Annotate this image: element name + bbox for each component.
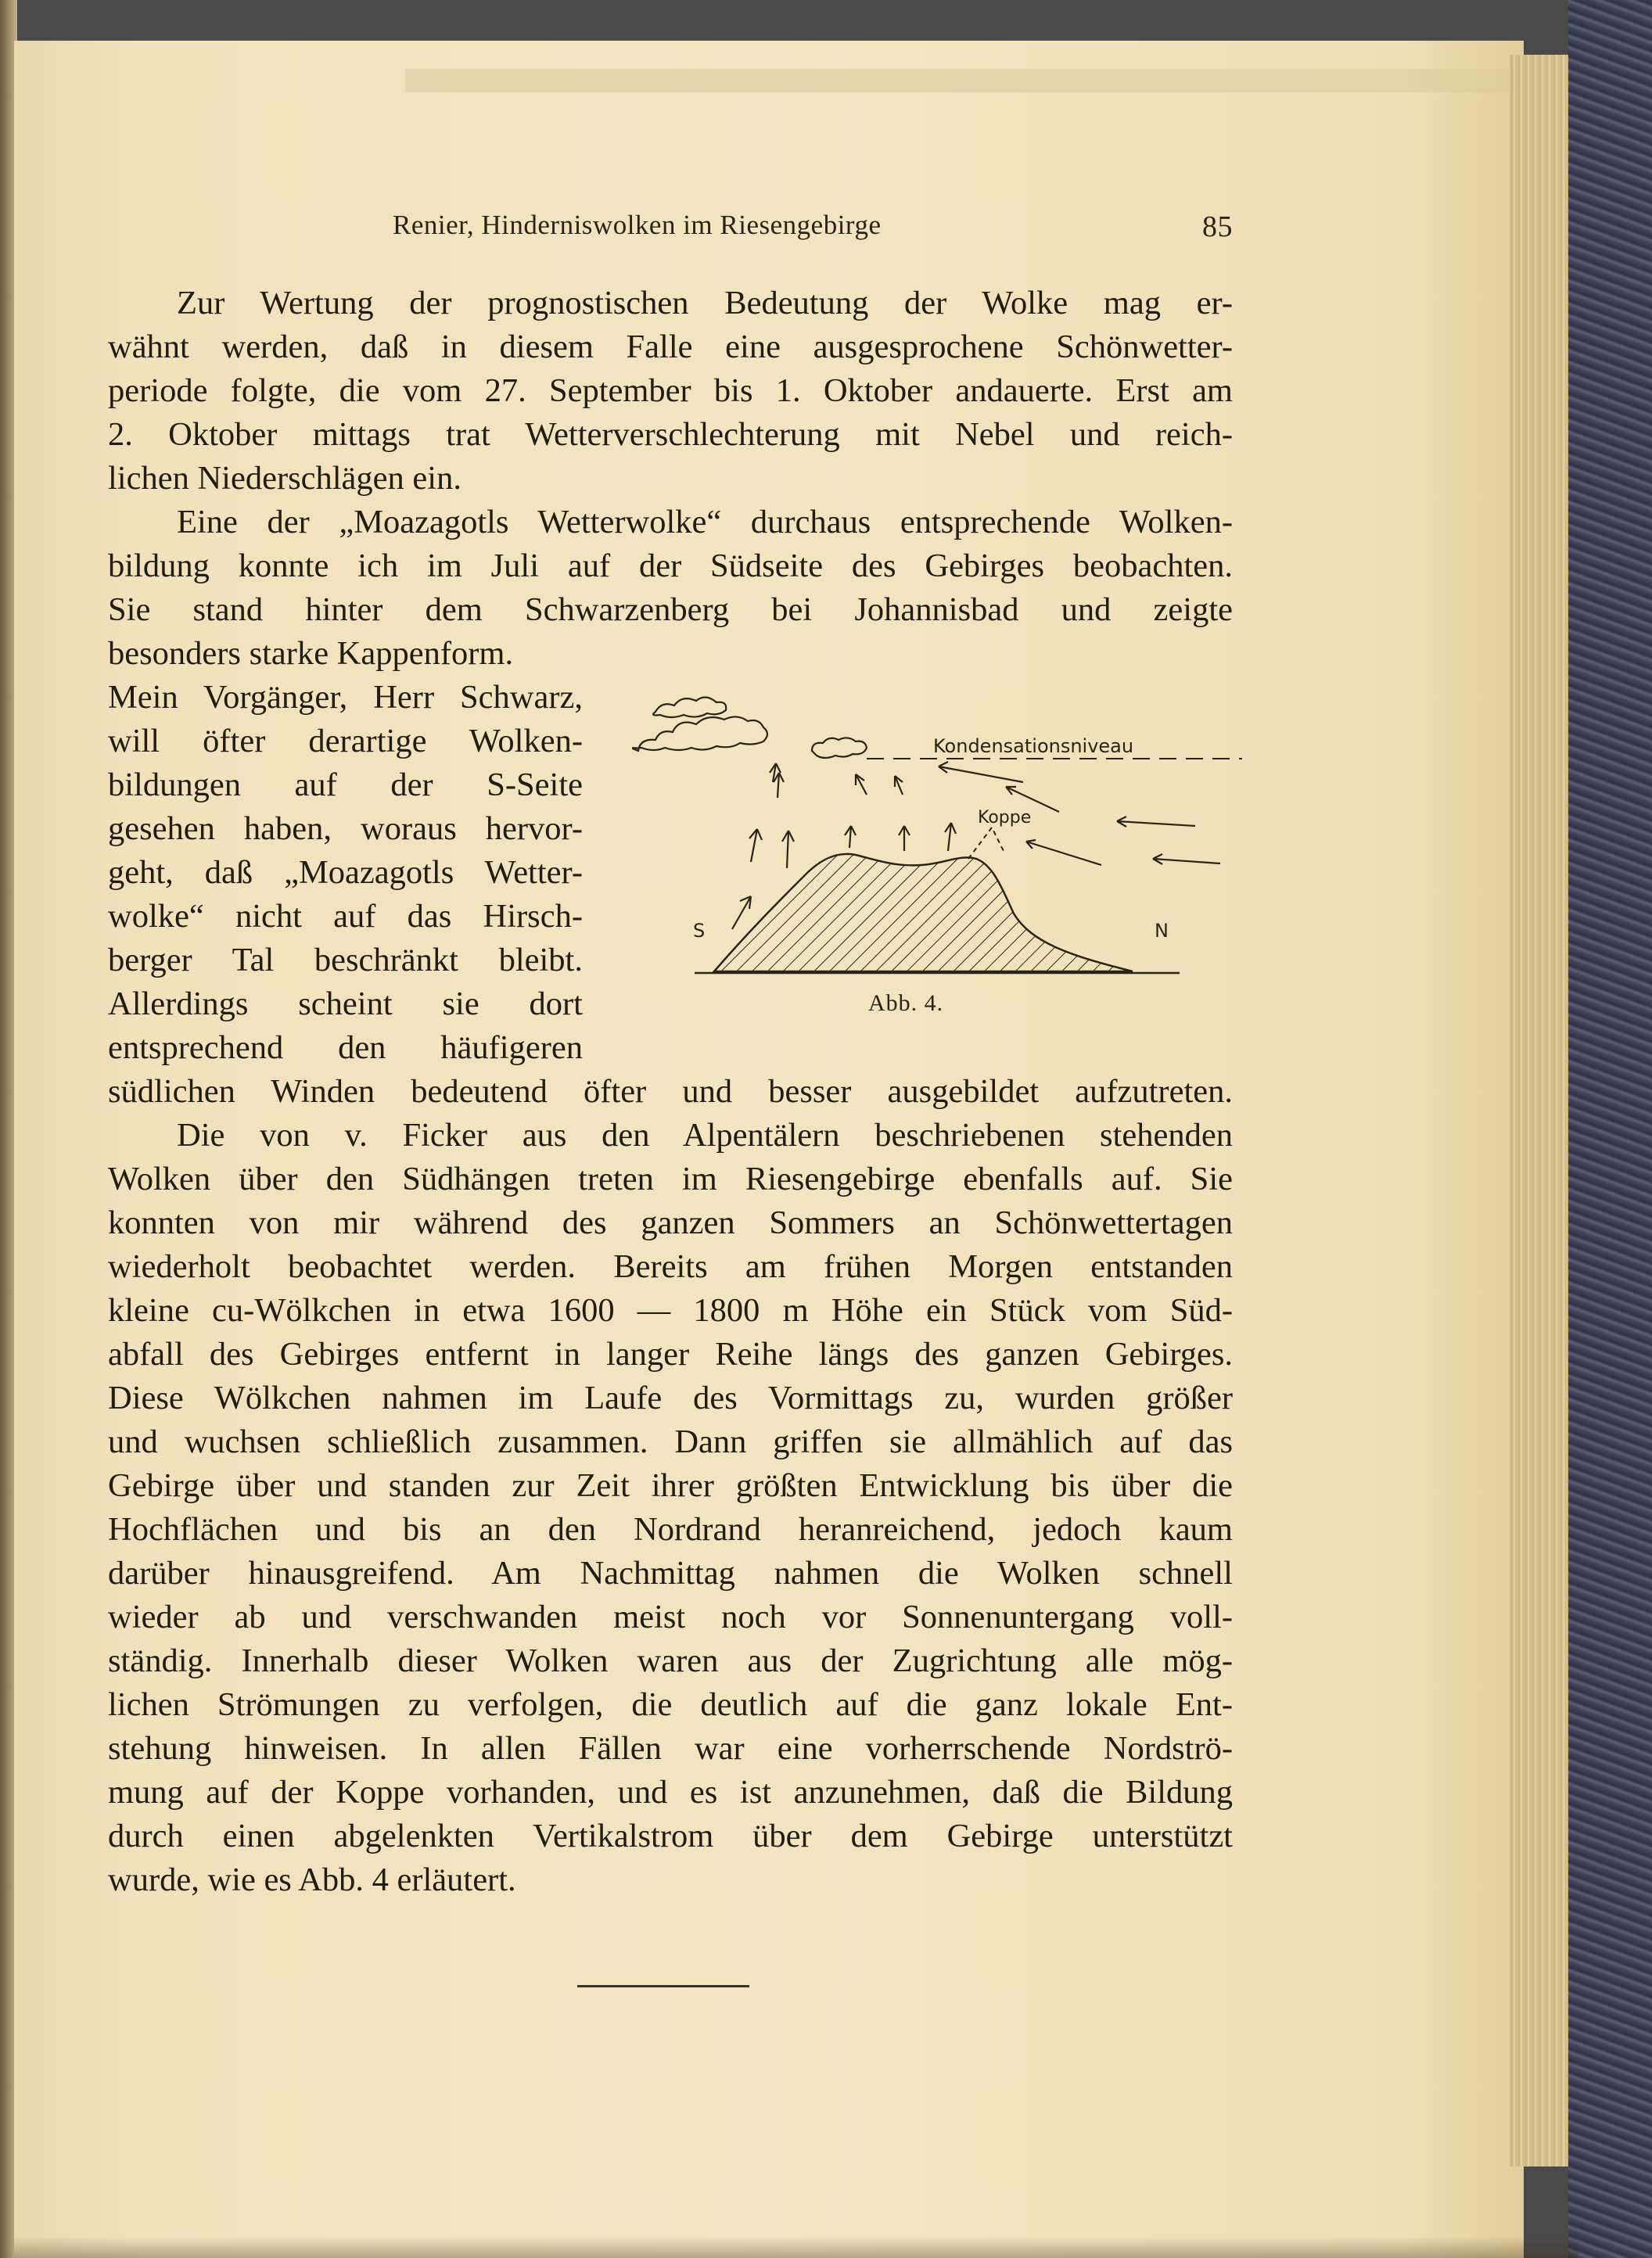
figure-diagram: [632, 688, 1242, 993]
arrow-left-5: [1153, 854, 1220, 864]
text-line: abfall des Gebirges entfernt in langer Reihe längs des ganzen Gebirges.: [108, 1336, 1233, 1373]
page-number: 85: [1202, 210, 1233, 243]
text-line: bildung konnte ich im Juli auf der Südseite des Gebirges beobachten.: [108, 547, 1233, 584]
running-title: Renier, Hinderniswolken im Riesengebirge: [393, 210, 882, 240]
south-label: S: [693, 920, 706, 942]
text-line: Mein Vorgänger, Herr Schwarz,: [108, 679, 583, 716]
text-line: berger Tal beschränkt bleibt.: [108, 942, 583, 978]
text-line: stehung hinweisen. In allen Fällen war eine vorherrschende Nordströ-: [108, 1730, 1233, 1767]
cloud-main: [632, 716, 767, 751]
text-line: mung auf der Koppe vorhanden, und es ist anzunehmen, daß die Bildung: [108, 1774, 1233, 1811]
cloud-small: [812, 738, 867, 758]
peak-dashed-line: [968, 827, 1004, 859]
text-line: Diese Wölkchen nahmen im Laufe des Vormittags zu, wurden größer: [108, 1380, 1233, 1416]
text-line: will öfter derartige Wolken-: [108, 723, 583, 759]
text-line: südlichen Winden bedeutend öfter und besser ausgebildet aufzutreten.: [108, 1073, 1233, 1110]
text-line: Allerdings scheint sie dort: [108, 985, 583, 1022]
text-line: Gebirge über und standen zur Zeit ihrer größten Entwicklung bis über die: [108, 1467, 1233, 1504]
text-line: wieder ab und verschwanden meist noch vor Sonnenuntergang voll-: [108, 1599, 1233, 1635]
text-line: kleine cu-Wölkchen in etwa 1600 — 1800 m Höhe ein Stück vom Süd-: [108, 1292, 1233, 1329]
arrow-up-5: [774, 773, 784, 798]
text-line: periode folgte, die vom 27. September bis 1. Oktober andauerte. Erst am: [108, 372, 1233, 409]
arrow-left-4: [1117, 817, 1195, 827]
page-top-band: [405, 69, 1594, 92]
arrow-up-8: [945, 823, 956, 851]
arrow-diag-1: [856, 774, 867, 795]
peak-label: Koppe: [978, 808, 1032, 827]
book-cover-edge: [1568, 0, 1652, 2258]
text-line: wiederholt beobachtet werden. Bereits am frühen Morgen entstanden: [108, 1248, 1233, 1285]
text-line: Sie stand hinter dem Schwarzenberg bei Johannisbad und zeigte: [108, 591, 1233, 628]
text-line: darüber hinausgreifend. Am Nachmittag nahmen die Wolken schnell: [108, 1555, 1233, 1592]
text-line: konnten von mir während des ganzen Sommers an Schönwettertagen: [108, 1204, 1233, 1241]
text-line: Eine der „Moazagotls Wetterwolke“ durchaus entsprechende Wolken-: [177, 504, 1233, 540]
north-label: N: [1155, 920, 1169, 942]
text-line: und wuchsen schließlich zusammen. Dann griffen sie allmählich auf das: [108, 1423, 1233, 1460]
text-line: bildungen auf der S-Seite: [108, 766, 583, 803]
text-line: wolke“ nicht auf das Hirsch-: [108, 898, 583, 935]
text-line: wähnt werden, daß in diesem Falle eine ausgesprochene Schönwetter-: [108, 328, 1233, 365]
text-line: Hochflächen und bis an den Nordrand heranreichend, jedoch kaum: [108, 1511, 1233, 1548]
text-line: ständig. Innerhalb dieser Wolken waren aus der Zugrichtung alle mög-: [108, 1642, 1233, 1679]
text-line: lichen Niederschlägen ein.: [108, 460, 461, 497]
text-line: 2. Oktober mittags trat Wetterverschlechterung mit Nebel und reich-: [108, 416, 1233, 453]
text-line: Wolken über den Südhängen treten im Riesengebirge ebenfalls auf. Sie: [108, 1161, 1233, 1197]
bottom-shadow: [14, 2237, 1578, 2258]
arrow-up-3: [782, 831, 794, 868]
arrow-diag-2: [895, 776, 903, 795]
clouds: [632, 697, 867, 758]
figure-caption: Abb. 4.: [868, 990, 944, 1016]
arrow-up-1: [732, 896, 751, 929]
text-line: Die von v. Ficker aus den Alpentälern beschriebenen stehenden: [177, 1117, 1233, 1154]
arrow-left-3: [1026, 840, 1101, 865]
page-stack-edge: [1510, 55, 1572, 2166]
figure-svg: [632, 688, 1242, 993]
arrow-up-7: [899, 826, 910, 851]
cloud-top: [653, 697, 726, 717]
text-line: entsprechend den häufigeren: [108, 1029, 583, 1066]
text-line: Zur Wertung der prognostischen Bedeutung der Wolke mag er-: [177, 285, 1233, 321]
arrow-left-1: [939, 762, 1023, 782]
arrow-up-6: [845, 826, 856, 848]
text-line: besonders starke Kappenform.: [108, 635, 514, 672]
arrow-up-2: [749, 829, 762, 862]
text-line: lichen Strömungen zu verfolgen, die deutlich auf die ganz lokale Ent-: [108, 1686, 1233, 1723]
running-header: [393, 210, 1233, 244]
text-line: durch einen abgelenkten Vertikalstrom über dem Gebirge unterstützt: [108, 1818, 1233, 1854]
text-line: geht, daß „Moazagotls Wetter-: [108, 854, 583, 891]
end-rule: [577, 1985, 749, 1987]
text-line: wurde, wie es Abb. 4 erläutert.: [108, 1861, 516, 1898]
mountain-profile: [714, 854, 1133, 971]
text-line: gesehen haben, woraus hervor-: [108, 810, 583, 847]
condensation-label: Kondensationsniveau: [933, 735, 1134, 757]
